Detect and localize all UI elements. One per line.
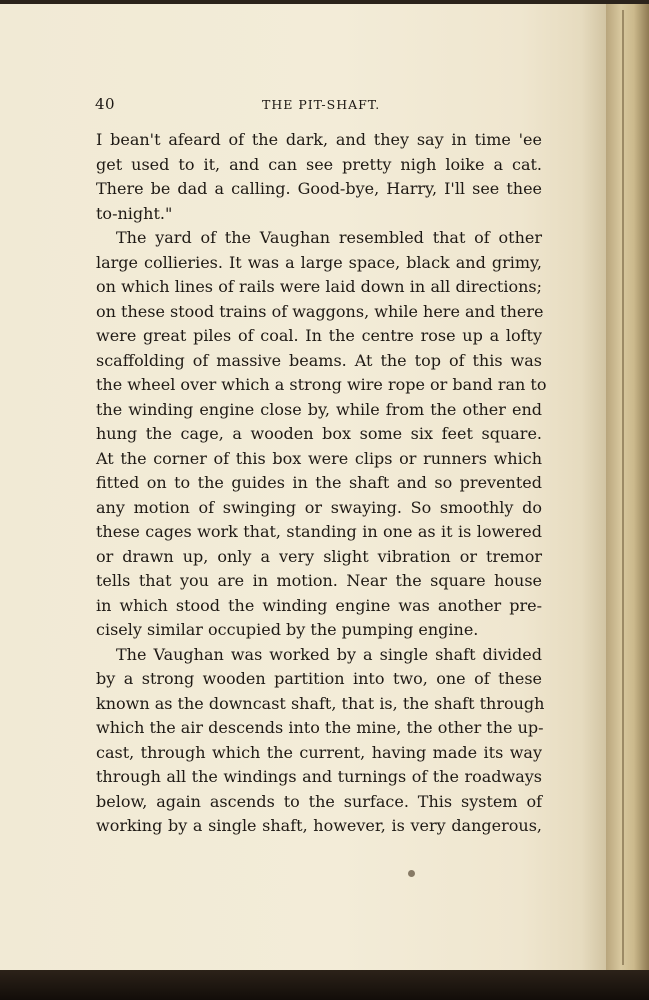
- text-line: The yard of the Vaughan resembled that of other: [116, 228, 542, 247]
- text-line: on which lines of rails were laid down in all directions;: [96, 277, 542, 296]
- gutter-shadow-line: [622, 10, 624, 965]
- text-line: in which stood the winding engine was another pre-: [96, 595, 542, 615]
- text-line: any motion of swinging or swaying. So smoothly do: [96, 497, 542, 517]
- text-line: large collieries. It was a large space, black and grimy,: [96, 252, 542, 272]
- text-line: get used to it, and can see pretty nigh loike a cat.: [96, 154, 542, 174]
- running-head: THE PIT-SHAFT.: [262, 97, 381, 112]
- text-line: cast, through which the current, having made its way: [96, 742, 542, 762]
- text-line: fitted on to the guides in the shaft and so prevented: [96, 473, 542, 492]
- book-page: [0, 4, 612, 970]
- text-line: on these stood trains of waggons, while here and there: [96, 301, 544, 321]
- text-line: which the air descends into the mine, the other the up-: [96, 718, 544, 737]
- text-line: the wheel over which a strong wire rope or band ran to: [96, 375, 547, 394]
- body-text: [96, 128, 547, 839]
- text-line: hung the cage, a wooden box some six feet square.: [96, 424, 542, 443]
- text-line: through all the windings and turnings of the roadways: [96, 767, 542, 786]
- text-line: these cages work that, standing in one as it is lowered: [96, 522, 542, 541]
- scan-bottom-edge: [0, 970, 649, 1000]
- page-gutter: [606, 4, 649, 970]
- text-line: The Vaughan was worked by a single shaft divided: [116, 644, 542, 664]
- text-line: known as the downcast shaft, that is, the shaft through: [96, 693, 545, 713]
- text-line: by a strong wooden partition into two, one of these: [96, 669, 542, 688]
- text-line: I bean't afeard of the dark, and they say in time 'ee: [96, 130, 542, 149]
- text-line: tells that you are in motion. Near the square house: [96, 571, 542, 590]
- text-line: the winding engine close by, while from the other end: [96, 399, 542, 419]
- ink-dot-ornament: [408, 870, 415, 877]
- text-line: were great piles of coal. In the centre rose up a lofty: [96, 326, 542, 345]
- text-line: below, again ascends to the surface. This system of: [96, 791, 542, 811]
- text-line: scaffolding of massive beams. At the top of this was: [96, 350, 542, 370]
- text-line: At the corner of this box were clips or runners which: [96, 448, 542, 468]
- text-line: to-night.": [96, 203, 173, 223]
- text-line: or drawn up, only a very slight vibration or tremor: [96, 546, 542, 566]
- page-number: 40: [95, 95, 116, 113]
- text-line: There be dad a calling. Good-bye, Harry, I'll see thee: [96, 179, 542, 198]
- text-line: working by a single shaft, however, is very dangerous,: [96, 816, 542, 835]
- text-line: cisely similar occupied by the pumping engine.: [96, 620, 479, 639]
